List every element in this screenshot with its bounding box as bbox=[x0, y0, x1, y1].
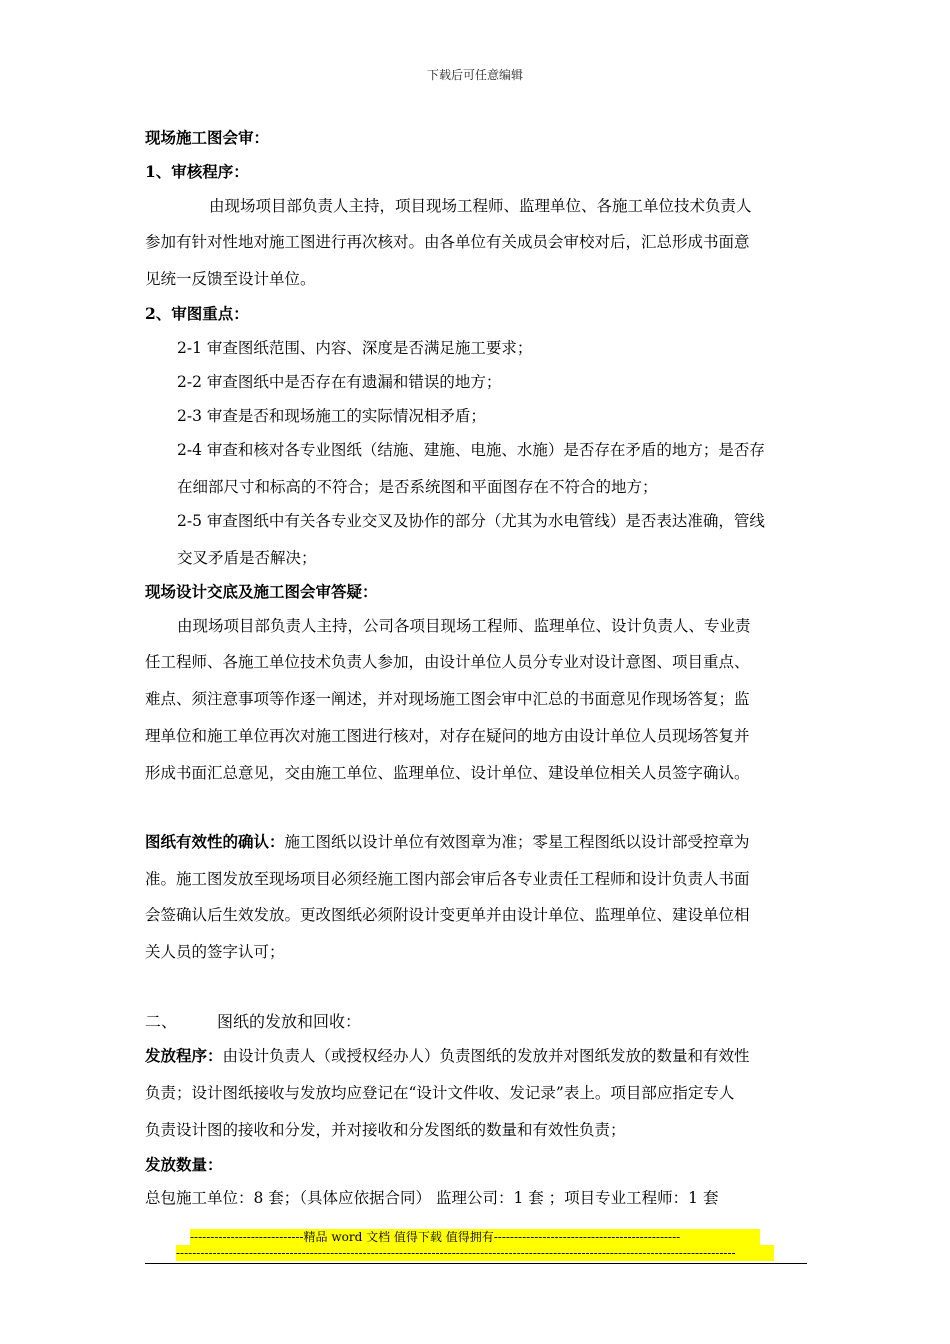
paragraph-line: 见统一反馈至设计单位。 bbox=[145, 270, 316, 288]
footer-banner-line1: ----------------------------精品 word 文档 值得下载 值得拥有---------------------------------------------- bbox=[190, 1229, 760, 1245]
paragraph-line: 参加有针对性地对施工图进行再次核对。由各单位有关成员会审校对后，汇总形成书面意 bbox=[145, 233, 750, 251]
paragraph-line: 关人员的签字认可； bbox=[145, 943, 285, 961]
paragraph-line: 负责；设计图纸接收与发放均应登记在“设计文件收、发记录”表上。项目部应指定专人 bbox=[145, 1084, 735, 1102]
paragraph-line: 准。施工图发放至现场项目必须经施工图内部会审后各专业责任工程师和设计负责人书面 bbox=[145, 870, 750, 888]
footer-divider bbox=[145, 1263, 807, 1264]
subsection-title-focus: 2、审图重点： bbox=[145, 304, 249, 323]
issue-procedure-text: 由设计负责人（或授权经办人）负责图纸的发放并对图纸发放的数量和有效性 bbox=[222, 1047, 750, 1065]
issue-quantity-line: 总包施工单位：8 套；（具体应依据合同） 监理公司：1 套 ；项目专业工程师：1 套 bbox=[145, 1189, 719, 1207]
paragraph-line: 会签确认后生效发放。更改图纸必须附设计变更单并由设计单位、监理单位、建设单位相 bbox=[145, 906, 750, 924]
subsection-title-procedure: 1、审核程序： bbox=[145, 162, 249, 181]
section-heading-text: 图纸的发放和回收： bbox=[217, 1012, 362, 1031]
paragraph-line: 难点、须注意事项等作逐一阐述，并对现场施工图会审中汇总的书面意见作现场答复；监 bbox=[145, 690, 750, 708]
validity-text: 施工图纸以设计单位有效图章为准；零星工程图纸以设计部受控章为 bbox=[284, 833, 750, 851]
paragraph-line: 由现场项目部负责人主持，项目现场工程师、监理单位、各施工单位技术负责人 bbox=[209, 197, 752, 215]
list-item-continued: 交叉矛盾是否解决； bbox=[177, 549, 317, 567]
paragraph-line: 形成书面汇总意见，交由施工单位、监理单位、设计单位、建设单位相关人员签字确认。 bbox=[145, 764, 750, 782]
list-item: 2-5 审查图纸中有关各专业交叉及协作的部分（尤其为水电管线）是否表达准确，管线 bbox=[177, 512, 765, 530]
header-note: 下载后可任意编辑 bbox=[426, 68, 523, 82]
paragraph-line: 负责设计图的接收和分发，并对接收和分发图纸的数量和有效性负责； bbox=[145, 1121, 626, 1139]
list-item: 2-2 审查图纸中是否存在有遗漏和错误的地方； bbox=[177, 373, 502, 391]
list-item: 2-4 审查和核对各专业图纸（结施、建施、电施、水施）是否存在矛盾的地方；是否存 bbox=[177, 441, 765, 459]
section-title-briefing: 现场设计交底及施工图会审答疑： bbox=[145, 582, 378, 601]
list-item: 2-1 审查图纸范围、内容、深度是否满足施工要求； bbox=[177, 339, 533, 357]
section-title-review: 现场施工图会审： bbox=[145, 128, 270, 147]
paragraph-line: 由现场项目部负责人主持，公司各项目现场工程师、监理单位、设计负责人、专业责 bbox=[177, 617, 751, 635]
footer-banner-line2: ------------------------------------------------------------------------------------------------------------------------------------------ bbox=[176, 1245, 774, 1261]
list-item-continued: 在细部尺寸和标高的不符合；是否系统图和平面图存在不符合的地方； bbox=[177, 478, 658, 496]
paragraph-line: 理单位和施工单位再次对施工图进行核对，对存在疑问的地方由设计单位人员现场答复并 bbox=[145, 727, 750, 745]
issue-quantity-title: 发放数量： bbox=[145, 1155, 223, 1174]
paragraph-line: 任工程师、各施工单位技术负责人参加，由设计单位人员分专业对设计意图、项目重点、 bbox=[145, 653, 750, 671]
section-number: 二、 bbox=[145, 1012, 178, 1031]
issue-procedure-label: 发放程序： bbox=[145, 1046, 223, 1065]
list-item: 2-3 审查是否和现场施工的实际情况相矛盾； bbox=[177, 407, 486, 425]
validity-label: 图纸有效性的确认： bbox=[145, 832, 285, 851]
